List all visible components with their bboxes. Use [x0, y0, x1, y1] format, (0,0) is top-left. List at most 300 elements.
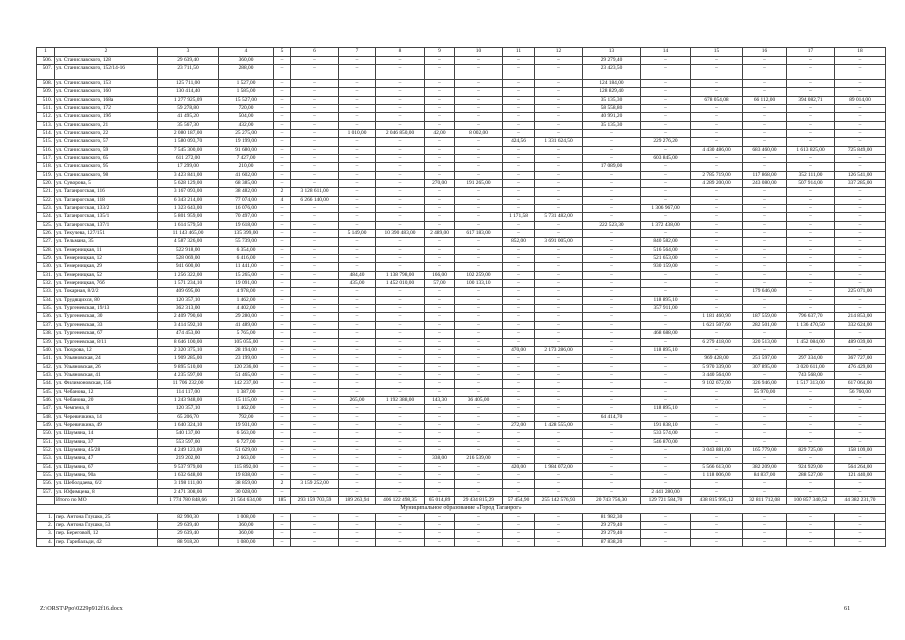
- value-cell: –: [641, 121, 691, 129]
- value-cell: 617 064,00: [835, 380, 886, 388]
- value-cell: –: [425, 263, 455, 271]
- value-cell: 4 249 123,00: [158, 446, 219, 454]
- value-cell: –: [743, 305, 787, 313]
- data-table: [36, 47, 886, 547]
- value-cell: 255 142 576,93: [535, 497, 583, 505]
- value-cell: –: [291, 438, 339, 446]
- value-cell: –: [425, 196, 455, 204]
- value-cell: –: [339, 321, 376, 329]
- value-cell: –: [835, 271, 886, 279]
- value-cell: 1 136 470,50: [787, 321, 835, 329]
- value-cell: –: [274, 321, 291, 329]
- value-cell: –: [503, 88, 535, 96]
- value-cell: –: [425, 305, 455, 313]
- value-cell: –: [691, 280, 743, 288]
- value-cell: –: [503, 472, 535, 480]
- value-cell: 941 600,00: [158, 263, 219, 271]
- value-cell: –: [743, 438, 787, 446]
- value-cell: 41 495,20: [158, 113, 219, 121]
- value-cell: 1 372 438,00: [641, 221, 691, 229]
- value-cell: 282 501,00: [743, 321, 787, 329]
- value-cell: –: [503, 321, 535, 329]
- column-number: 11: [503, 48, 535, 57]
- value-cell: 1 181 460,90: [691, 313, 743, 321]
- value-cell: –: [535, 321, 583, 329]
- value-cell: –: [641, 213, 691, 221]
- value-cell: –: [583, 205, 641, 213]
- value-cell: –: [291, 205, 339, 213]
- value-cell: 796 637,70: [787, 313, 835, 321]
- value-cell: –: [787, 205, 835, 213]
- value-cell: –: [835, 371, 886, 379]
- value-cell: 124 184,00: [583, 79, 641, 87]
- value-cell: –: [376, 380, 425, 388]
- row-number: 545.: [37, 388, 55, 396]
- value-cell: 243 080,00: [743, 179, 787, 187]
- value-cell: 179 646,00: [743, 288, 787, 296]
- value-cell: –: [503, 446, 535, 454]
- value-cell: –: [535, 355, 583, 363]
- value-cell: –: [376, 296, 425, 304]
- value-cell: 105 055,00: [219, 338, 274, 346]
- value-cell: –: [535, 530, 583, 538]
- value-cell: –: [503, 171, 535, 179]
- value-cell: –: [274, 513, 291, 521]
- value-cell: –: [691, 88, 743, 96]
- value-cell: –: [583, 396, 641, 404]
- value-cell: –: [787, 396, 835, 404]
- row-number: 546.: [37, 396, 55, 404]
- value-cell: –: [503, 296, 535, 304]
- value-cell: –: [503, 513, 535, 521]
- value-cell: –: [641, 463, 691, 471]
- value-cell: –: [425, 56, 455, 64]
- value-cell: –: [274, 113, 291, 121]
- value-cell: –: [641, 313, 691, 321]
- value-cell: 23 711,50: [158, 64, 219, 79]
- address-cell: ул. Темерницкая, 29: [55, 263, 158, 271]
- value-cell: –: [535, 146, 583, 154]
- value-cell: –: [455, 355, 503, 363]
- column-number: 9: [425, 48, 455, 57]
- value-cell: –: [787, 288, 835, 296]
- value-cell: 38 859,00: [219, 480, 274, 488]
- value-cell: –: [339, 522, 376, 530]
- value-cell: 272,00: [503, 421, 535, 429]
- value-cell: –: [376, 255, 425, 263]
- value-cell: 6 727,00: [219, 438, 274, 446]
- row-number: 549.: [37, 421, 55, 429]
- row-number: 557.: [37, 488, 55, 496]
- value-cell: –: [274, 446, 291, 454]
- value-cell: –: [583, 371, 641, 379]
- value-cell: 64 414,70: [583, 413, 641, 421]
- value-cell: –: [583, 380, 641, 388]
- row-number: 517.: [37, 154, 55, 162]
- value-cell: –: [535, 388, 583, 396]
- row-number: 538.: [37, 330, 55, 338]
- table-row: [37, 213, 886, 221]
- value-cell: 35 135,30: [583, 121, 641, 129]
- value-cell: –: [376, 346, 425, 354]
- value-cell: –: [535, 88, 583, 96]
- total-row: [37, 497, 886, 505]
- value-cell: –: [503, 380, 535, 388]
- value-cell: –: [535, 371, 583, 379]
- value-cell: –: [425, 530, 455, 538]
- value-cell: –: [291, 280, 339, 288]
- value-cell: –: [691, 421, 743, 429]
- value-cell: –: [425, 171, 455, 179]
- row-number: 528.: [37, 246, 55, 254]
- value-cell: –: [503, 355, 535, 363]
- value-cell: 792,00: [219, 413, 274, 421]
- value-cell: –: [835, 213, 886, 221]
- value-cell: –: [835, 205, 886, 213]
- value-cell: –: [291, 346, 339, 354]
- value-cell: 320 513,00: [743, 338, 787, 346]
- value-cell: –: [455, 213, 503, 221]
- value-cell: 142 237,00: [219, 380, 274, 388]
- address-cell: ул. Чебанова, 12: [55, 388, 158, 396]
- value-cell: –: [641, 530, 691, 538]
- value-cell: 432,00: [219, 121, 274, 129]
- value-cell: 17 089,00: [583, 163, 641, 171]
- value-cell: 474 453,00: [158, 330, 219, 338]
- value-cell: –: [787, 530, 835, 538]
- value-cell: –: [535, 179, 583, 187]
- value-cell: 100 133,10: [455, 280, 503, 288]
- row-number: 541.: [37, 355, 55, 363]
- address-cell: ул. Шаумяна, 47: [55, 455, 158, 463]
- value-cell: –: [291, 313, 339, 321]
- value-cell: 214 853,00: [835, 313, 886, 321]
- value-cell: –: [339, 246, 376, 254]
- value-cell: 114 117,00: [158, 388, 219, 396]
- value-cell: 2 173 286,00: [535, 346, 583, 354]
- value-cell: –: [835, 522, 886, 530]
- value-cell: –: [583, 138, 641, 146]
- value-cell: 1 118 006,00: [691, 472, 743, 480]
- value-cell: –: [503, 146, 535, 154]
- value-cell: –: [503, 230, 535, 238]
- address-cell: ул. Шаумяна, 37: [55, 438, 158, 446]
- value-cell: 270,00: [425, 179, 455, 187]
- value-cell: –: [291, 405, 339, 413]
- value-cell: –: [691, 330, 743, 338]
- value-cell: 88 918,20: [158, 538, 219, 546]
- value-cell: –: [455, 238, 503, 246]
- value-cell: –: [535, 205, 583, 213]
- table-row: [37, 64, 886, 79]
- value-cell: –: [503, 96, 535, 104]
- value-cell: –: [425, 522, 455, 530]
- value-cell: –: [455, 522, 503, 530]
- value-cell: –: [691, 205, 743, 213]
- value-cell: –: [376, 113, 425, 121]
- value-cell: –: [535, 113, 583, 121]
- value-cell: –: [376, 263, 425, 271]
- value-cell: –: [503, 196, 535, 204]
- value-cell: 307 895,00: [743, 363, 787, 371]
- value-cell: 516 564,00: [641, 246, 691, 254]
- address-cell: пер. Гарибальди, 42: [55, 538, 158, 546]
- row-number: 536.: [37, 313, 55, 321]
- value-cell: 1 580 093,70: [158, 138, 219, 146]
- value-cell: –: [535, 121, 583, 129]
- value-cell: –: [291, 321, 339, 329]
- value-cell: 19 618,00: [219, 221, 274, 229]
- value-cell: –: [291, 388, 339, 396]
- address-cell: ул. Шаумяна, 45/28: [55, 446, 158, 454]
- value-cell: –: [691, 488, 743, 496]
- value-cell: –: [787, 388, 835, 396]
- address-cell: ул. Шеболдаева, 6/2: [55, 480, 158, 488]
- value-cell: –: [835, 138, 886, 146]
- value-cell: 3 043 881,00: [691, 446, 743, 454]
- value-cell: –: [425, 380, 455, 388]
- address-cell: ул. Шаумяна, 90а: [55, 472, 158, 480]
- value-cell: –: [376, 205, 425, 213]
- value-cell: –: [339, 205, 376, 213]
- row-number: 533.: [37, 288, 55, 296]
- value-cell: –: [425, 213, 455, 221]
- address-cell: ул. Станиславского, 65: [55, 154, 158, 162]
- value-cell: –: [641, 338, 691, 346]
- value-cell: 1 428 555,00: [535, 421, 583, 429]
- value-cell: 360,00: [219, 522, 274, 530]
- value-cell: 91 680,00: [219, 146, 274, 154]
- value-cell: –: [743, 56, 787, 64]
- value-cell: –: [641, 472, 691, 480]
- value-cell: –: [535, 338, 583, 346]
- value-cell: –: [583, 488, 641, 496]
- table-row: [37, 313, 886, 321]
- table-row: [37, 280, 886, 288]
- value-cell: –: [274, 313, 291, 321]
- value-cell: 6 343 214,00: [158, 196, 219, 204]
- table-row: [37, 413, 886, 421]
- value-cell: –: [376, 138, 425, 146]
- value-cell: –: [583, 171, 641, 179]
- value-cell: –: [835, 421, 886, 429]
- address-cell: ул. Станиславского, 57: [55, 138, 158, 146]
- value-cell: –: [274, 346, 291, 354]
- value-cell: –: [425, 388, 455, 396]
- value-cell: –: [535, 104, 583, 112]
- value-cell: –: [455, 163, 503, 171]
- value-cell: –: [787, 188, 835, 196]
- value-cell: 969 428,00: [691, 355, 743, 363]
- value-cell: –: [583, 338, 641, 346]
- value-cell: –: [503, 129, 535, 137]
- row-number: 524.: [37, 213, 55, 221]
- value-cell: –: [455, 288, 503, 296]
- value-cell: –: [835, 255, 886, 263]
- value-cell: –: [455, 79, 503, 87]
- row-number: 3.: [37, 530, 55, 538]
- value-cell: 121 440,00: [835, 472, 886, 480]
- value-cell: –: [425, 330, 455, 338]
- value-cell: 720,00: [219, 104, 274, 112]
- row-number: 530.: [37, 263, 55, 271]
- value-cell: –: [583, 455, 641, 463]
- table-row: [37, 205, 886, 213]
- value-cell: –: [425, 371, 455, 379]
- value-cell: –: [743, 255, 787, 263]
- value-cell: –: [691, 221, 743, 229]
- value-cell: 406 122 498,35: [376, 497, 425, 505]
- table-row: [37, 430, 886, 438]
- value-cell: –: [503, 413, 535, 421]
- row-number: 519.: [37, 171, 55, 179]
- value-cell: –: [583, 421, 641, 429]
- value-cell: –: [274, 296, 291, 304]
- value-cell: –: [425, 488, 455, 496]
- address-cell: ул. Тюхрова, 12: [55, 346, 158, 354]
- table-row: [37, 363, 886, 371]
- value-cell: 3 198 111,00: [158, 480, 219, 488]
- column-number: 8: [376, 48, 425, 57]
- value-cell: –: [339, 196, 376, 204]
- row-number: [37, 497, 55, 505]
- value-cell: –: [743, 196, 787, 204]
- value-cell: –: [691, 522, 743, 530]
- row-number: 523.: [37, 205, 55, 213]
- value-cell: –: [425, 246, 455, 254]
- value-cell: 438 815 995,12: [691, 497, 743, 505]
- value-cell: –: [743, 213, 787, 221]
- table-row: [37, 56, 886, 64]
- address-cell: ул. Темерницкая, 11: [55, 246, 158, 254]
- value-cell: –: [835, 56, 886, 64]
- value-cell: –: [503, 455, 535, 463]
- value-cell: 11 143 465,00: [158, 230, 219, 238]
- row-number: 516.: [37, 146, 55, 154]
- value-cell: –: [291, 179, 339, 187]
- address-cell: ул. Станиславского, 168а: [55, 96, 158, 104]
- value-cell: –: [339, 79, 376, 87]
- value-cell: 1 323 643,00: [158, 205, 219, 213]
- value-cell: 15 115,00: [219, 396, 274, 404]
- value-cell: –: [455, 305, 503, 313]
- table-row: [37, 438, 886, 446]
- value-cell: –: [691, 388, 743, 396]
- value-cell: 3 440 564,00: [691, 371, 743, 379]
- address-cell: ул. Тургеневская, 8/11: [55, 338, 158, 346]
- value-cell: –: [339, 238, 376, 246]
- value-cell: 1 010,00: [339, 129, 376, 137]
- value-cell: –: [743, 296, 787, 304]
- value-cell: –: [787, 238, 835, 246]
- value-cell: –: [291, 64, 339, 79]
- table-row: [37, 154, 886, 162]
- value-cell: –: [535, 313, 583, 321]
- value-cell: –: [455, 104, 503, 112]
- value-cell: –: [641, 380, 691, 388]
- value-cell: –: [291, 288, 339, 296]
- row-number: 554.: [37, 463, 55, 471]
- value-cell: –: [787, 455, 835, 463]
- value-cell: –: [583, 363, 641, 371]
- table-row: [37, 288, 886, 296]
- value-cell: 528 069,00: [158, 255, 219, 263]
- value-cell: –: [339, 163, 376, 171]
- value-cell: –: [376, 488, 425, 496]
- value-cell: –: [691, 196, 743, 204]
- value-cell: –: [583, 321, 641, 329]
- value-cell: –: [787, 421, 835, 429]
- value-cell: –: [503, 530, 535, 538]
- value-cell: 30 028,00: [219, 488, 274, 496]
- value-cell: –: [291, 113, 339, 121]
- value-cell: 4 289 200,00: [691, 179, 743, 187]
- value-cell: –: [455, 246, 503, 254]
- value-cell: 3 159 252,00: [291, 480, 339, 488]
- value-cell: –: [503, 538, 535, 546]
- table-row: [37, 513, 886, 521]
- value-cell: –: [535, 455, 583, 463]
- value-cell: 1 452 010,00: [376, 280, 425, 288]
- value-cell: –: [291, 472, 339, 480]
- table-row: [37, 238, 886, 246]
- address-cell: ул. Шаумяна, 67: [55, 463, 158, 471]
- value-cell: –: [376, 96, 425, 104]
- value-cell: 1 909 285,00: [158, 355, 219, 363]
- value-cell: 189 263,94: [339, 497, 376, 505]
- value-cell: –: [455, 113, 503, 121]
- row-number: 534.: [37, 296, 55, 304]
- value-cell: –: [339, 438, 376, 446]
- section-row: [37, 505, 886, 513]
- value-cell: –: [835, 413, 886, 421]
- value-cell: –: [835, 530, 886, 538]
- value-cell: 337 285,00: [835, 179, 886, 187]
- value-cell: –: [455, 421, 503, 429]
- value-cell: –: [583, 388, 641, 396]
- value-cell: –: [339, 371, 376, 379]
- value-cell: –: [835, 488, 886, 496]
- value-cell: –: [641, 188, 691, 196]
- table-row: [37, 230, 886, 238]
- row-number: 555.: [37, 472, 55, 480]
- row-number: 2.: [37, 522, 55, 530]
- value-cell: –: [691, 305, 743, 313]
- value-cell: –: [425, 138, 455, 146]
- table-row: [37, 146, 886, 154]
- value-cell: –: [743, 138, 787, 146]
- value-cell: –: [743, 330, 787, 338]
- table-row: [37, 255, 886, 263]
- value-cell: –: [535, 288, 583, 296]
- value-cell: –: [535, 413, 583, 421]
- value-cell: 2 409 790,60: [158, 313, 219, 321]
- value-cell: –: [787, 405, 835, 413]
- value-cell: –: [787, 154, 835, 162]
- value-cell: 100 857 340,52: [787, 497, 835, 505]
- value-cell: –: [835, 438, 886, 446]
- value-cell: 352 111,00: [787, 171, 835, 179]
- value-cell: –: [641, 288, 691, 296]
- value-cell: 59 278,80: [158, 104, 219, 112]
- value-cell: 930 159,00: [641, 263, 691, 271]
- value-cell: –: [291, 238, 339, 246]
- value-cell: –: [455, 146, 503, 154]
- value-cell: 2 785 719,00: [691, 171, 743, 179]
- row-number: 510.: [37, 96, 55, 104]
- table-row: [37, 480, 886, 488]
- value-cell: –: [425, 238, 455, 246]
